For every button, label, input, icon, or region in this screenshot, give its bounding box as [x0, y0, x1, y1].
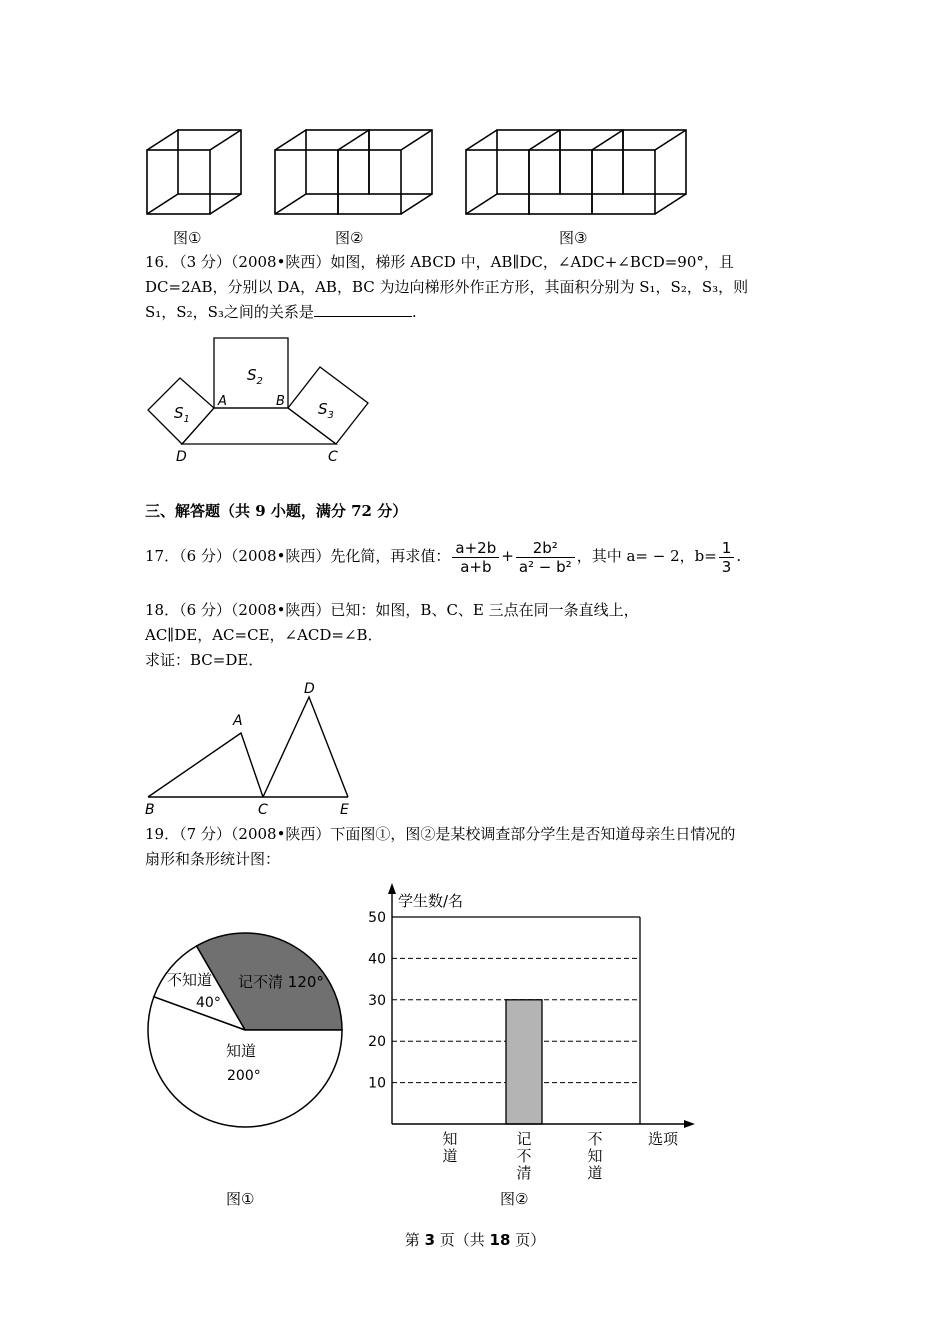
x-tick-label: 知道 [442, 1130, 458, 1165]
label-e: E [340, 802, 349, 818]
label-d: D [176, 449, 187, 465]
cube-figure-2-caption: 图② [335, 229, 364, 247]
q17-line [145, 536, 741, 576]
cube-figure-3 [466, 130, 686, 214]
label-s2: $S_2$ [247, 366, 263, 387]
label-s1: $S_1$ [174, 404, 190, 425]
q17-plus: + [501, 547, 514, 565]
square-s3 [288, 367, 368, 444]
pie-caption: 图① [226, 1190, 255, 1208]
page-footer: 第 3 页（共 18 页） [404, 1231, 546, 1249]
pie-label-unknown-dontrecall: 记不清 120° [238, 973, 324, 991]
label-d: D [304, 681, 315, 697]
q18-line1: 18．（6 分）（2008•陕西）已知：如图，B、C、E 三点在同一条直线上， [145, 601, 639, 619]
pie-slices [148, 933, 342, 1127]
q16-line3-suffix: . [411, 303, 417, 321]
cube-figures [0, 120, 950, 255]
q19-line2: 扇形和条形统计图： [145, 850, 281, 868]
label-b: B [145, 802, 155, 818]
section3-title: 三、解答题（共 9 小题，满分 72 分） [145, 502, 408, 520]
q16-answer-blank [314, 302, 412, 317]
label-a: A [233, 713, 243, 729]
pie-chart [140, 920, 350, 1130]
y-tick-label: 10 [368, 1075, 386, 1092]
trapezoid-figure [140, 330, 380, 470]
y-axis-arrow [388, 883, 396, 894]
q17-fraction-2: $\frac{\text{2b²}}{\text{a² − b²}}$ [516, 539, 575, 576]
q16-line2: DC=2AB，分别以 DA，AB，BC 为边向梯形外作正方形，其面积分别为 S₁，S₂，S₃，则 [145, 278, 749, 296]
triangle-figure [140, 675, 370, 820]
x-tick-label: 记不清 [516, 1130, 532, 1182]
line-c-d-e [263, 697, 348, 797]
pie-label-dontknow: 不知道 [167, 971, 213, 989]
q16-line1: 16．（3 分）（2008•陕西）如图，梯形 ABCD 中，AB∥DC，∠ADC+∠BCD=90°，且 [145, 253, 734, 271]
y-tick-label: 30 [368, 992, 386, 1009]
pie-label-dontknow-angle: 40° [196, 995, 221, 1011]
cube-figure-3-caption: 图③ [559, 229, 588, 247]
q19-line1: 19．（7 分）（2008•陕西）下面图①，图②是某校调查部分学生是否知道母亲生日情况的 [145, 825, 736, 843]
page-number: 3 [424, 1231, 435, 1249]
cube-figure-1 [147, 130, 241, 214]
q16-line3-prefix: S₁，S₂，S₃之间的关系是 [145, 303, 314, 321]
y-axis-title: 学生数/名 [398, 892, 464, 910]
page-total: 18 [489, 1231, 511, 1249]
q18-line2: AC∥DE，AC=CE，∠ACD=∠B． [145, 626, 383, 644]
q17-fraction-1: $\frac{a+2b}{a+b}$ [452, 539, 499, 576]
q17-prefix: 17．（6 分）（2008•陕西）先化简，再求值： [145, 547, 451, 565]
bar-chart [355, 880, 715, 1185]
bar-marks [506, 1000, 542, 1124]
cube-figure-1-caption: 图① [173, 229, 202, 247]
label-b: B [276, 394, 285, 409]
q16-line3 [145, 300, 417, 324]
label-c: C [328, 449, 338, 465]
label-c: C [258, 802, 268, 818]
bar-1 [506, 1000, 542, 1124]
bar-caption: 图② [500, 1190, 529, 1208]
q18-line3: 求证：BC=DE． [145, 651, 264, 669]
x-axis-title: 选项 [648, 1130, 679, 1148]
y-tick-label: 40 [368, 951, 386, 968]
x-tick-label: 不知道 [587, 1130, 603, 1182]
line-b-a-c [148, 733, 263, 797]
y-tick-label: 50 [368, 910, 386, 926]
pie-label-know: 知道 [226, 1042, 257, 1060]
cube-figure-2 [275, 130, 432, 214]
pie-label-know-angle: 200° [227, 1068, 261, 1084]
label-a: A [218, 394, 227, 409]
q17-fraction-3: $\frac{1}{3}$ [719, 539, 735, 576]
y-tick-label: 20 [368, 1034, 386, 1051]
label-s3: $S_3$ [318, 400, 334, 421]
q17-suffix: . [736, 547, 742, 565]
x-axis-arrow [684, 1120, 695, 1128]
q17-mid: ，其中 a= − 2，b= [576, 547, 717, 565]
